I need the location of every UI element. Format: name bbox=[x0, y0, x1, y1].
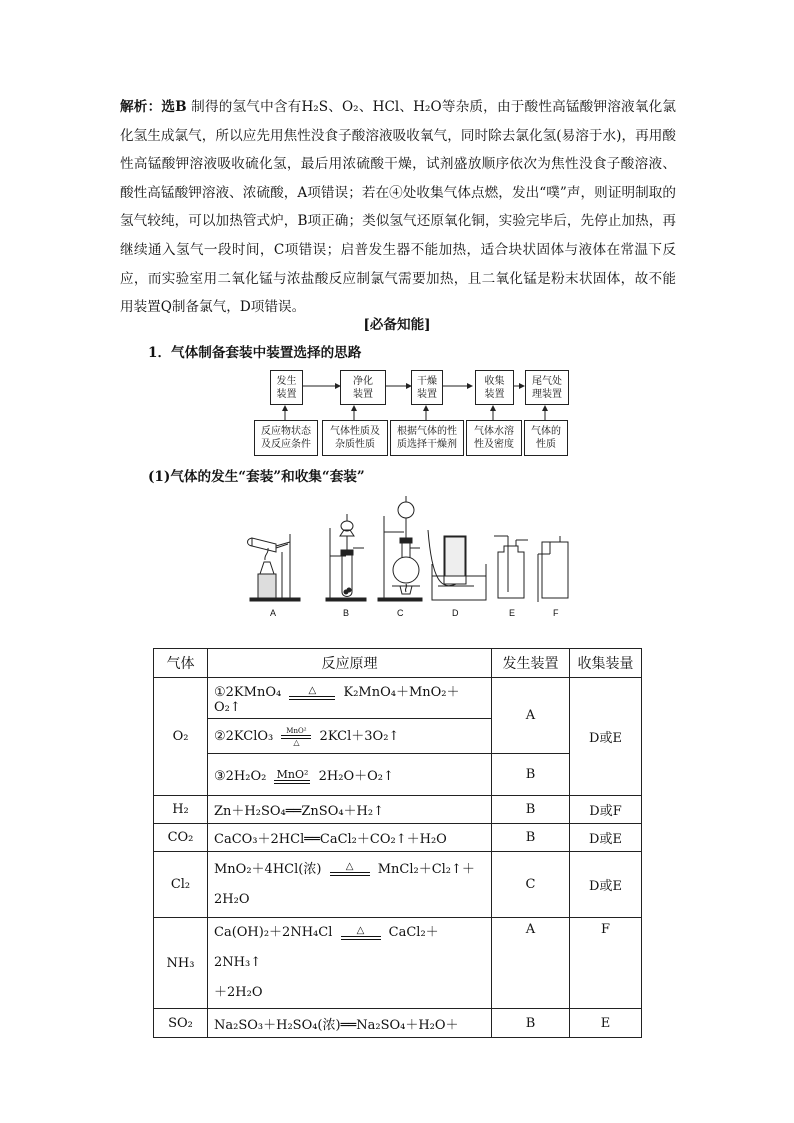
gas-cell: NH₃ bbox=[154, 918, 208, 1009]
catalyst-label: MnO² bbox=[276, 767, 309, 781]
reaction-products: 2H₂O＋O₂↑ bbox=[318, 769, 394, 784]
collector-cell: D或E bbox=[570, 852, 642, 918]
flow-box-text: 干燥 bbox=[417, 375, 437, 387]
flow-box-text: 杂质性质 bbox=[335, 439, 375, 450]
reaction-cell bbox=[208, 719, 492, 754]
flow-box-text: 收集 bbox=[484, 375, 505, 387]
gas-cell: Cl₂ bbox=[154, 852, 208, 918]
table-header-row bbox=[154, 649, 642, 678]
reaction-cell bbox=[208, 678, 492, 719]
flow-criteria-solubility bbox=[466, 420, 522, 456]
gas-cell: O₂ bbox=[154, 678, 208, 796]
generator-cell: A bbox=[492, 918, 570, 1009]
flow-box-text: 质选择干燥剂 bbox=[397, 439, 457, 450]
reaction-reactants: Ca(OH)₂＋2NH₄Cl bbox=[214, 925, 333, 940]
reaction-arrow bbox=[341, 926, 381, 940]
reaction-reactants: MnO₂＋4HCl(浓) bbox=[214, 861, 322, 877]
reaction-arrow bbox=[274, 767, 310, 784]
collector-cell: D或F bbox=[570, 796, 642, 824]
collector-cell: F bbox=[570, 918, 642, 1009]
apparatus-illustration bbox=[242, 492, 578, 620]
flow-box-drying bbox=[411, 370, 443, 405]
apparatus-label-e: E bbox=[509, 608, 516, 618]
flow-box-text: 气体性质及 bbox=[330, 426, 380, 437]
flow-box-text: 净化 bbox=[353, 375, 373, 387]
reaction-cell bbox=[208, 918, 492, 1009]
collector-cell: D或E bbox=[570, 824, 642, 852]
header-principle: 反应原理 bbox=[208, 649, 492, 678]
gas-preparation-table bbox=[153, 648, 642, 1038]
reaction-products-continued: ＋2H₂O bbox=[214, 985, 263, 1000]
reaction-products: K₂MnO₄＋MnO₂＋O₂↑ bbox=[214, 685, 460, 715]
subsection-title: (1)气体的发生“套装”和收集“套装” bbox=[148, 469, 365, 485]
apparatus-b bbox=[326, 514, 366, 601]
flow-box-text: 装置 bbox=[417, 388, 437, 400]
flow-box-text: 性质 bbox=[536, 439, 556, 450]
flow-box-text: 装置 bbox=[484, 388, 505, 400]
table-row bbox=[154, 852, 642, 918]
reaction-reactants: ①2KMnO₄ bbox=[214, 685, 282, 700]
flow-box-tail-gas bbox=[525, 370, 569, 405]
flow-box-text: 装置 bbox=[353, 388, 373, 400]
apparatus-label-b: B bbox=[343, 608, 350, 618]
reaction-cell: CaCO₃＋2HCl══CaCl₂＋CO₂↑＋H₂O bbox=[208, 824, 492, 852]
flow-criteria-reactant bbox=[254, 420, 318, 456]
generator-cell: C bbox=[492, 852, 570, 918]
section-heading: [必备知能] bbox=[363, 317, 431, 333]
heat-symbol: △ bbox=[293, 737, 300, 747]
reaction-products-continued: 2H₂O bbox=[214, 891, 250, 907]
reaction-products: 2KCl＋3O₂↑ bbox=[319, 729, 400, 745]
reaction-cell bbox=[208, 852, 492, 918]
apparatus-drawings bbox=[242, 492, 578, 608]
apparatus-label-d: D bbox=[452, 608, 459, 618]
collector-cell: D或E bbox=[570, 678, 642, 796]
reaction-products: CaCl₂＋2NH₃↑ bbox=[214, 925, 439, 970]
apparatus-a bbox=[248, 534, 301, 601]
reaction-arrow bbox=[281, 727, 311, 747]
reaction-arrow bbox=[289, 686, 335, 700]
flow-box-text: 气体水溶 bbox=[474, 426, 514, 437]
flow-box-text: 发生 bbox=[276, 375, 297, 387]
reaction-cell: Na₂SO₃＋H₂SO₄(浓)══Na₂SO₄＋H₂O＋ bbox=[208, 1009, 492, 1038]
table-row bbox=[154, 796, 642, 824]
generator-cell: B bbox=[492, 824, 570, 852]
generator-cell: A bbox=[492, 678, 570, 754]
apparatus-label-f: F bbox=[553, 608, 559, 618]
gas-cell: H₂ bbox=[154, 796, 208, 824]
reaction-reactants: ③2H₂O₂ bbox=[214, 769, 267, 784]
generator-cell: B bbox=[492, 754, 570, 796]
apparatus-d bbox=[428, 530, 486, 600]
flow-criteria-desiccant bbox=[390, 420, 464, 456]
flow-box-collection bbox=[475, 370, 514, 405]
apparatus-c bbox=[378, 496, 422, 601]
flow-box-purification bbox=[340, 370, 386, 405]
table-row bbox=[154, 918, 642, 1009]
apparatus-f bbox=[538, 536, 568, 602]
generator-cell: B bbox=[492, 796, 570, 824]
apparatus-e bbox=[494, 536, 528, 598]
heat-symbol: △ bbox=[356, 924, 365, 936]
table-row bbox=[154, 678, 642, 719]
reaction-cell: Zn＋H₂SO₄══ZnSO₄＋H₂↑ bbox=[208, 796, 492, 824]
analysis-lead: 解析：选B bbox=[120, 99, 187, 115]
flow-box-text: 气体的 bbox=[531, 426, 561, 437]
flow-box-text: 及反应条件 bbox=[261, 439, 311, 450]
table-row bbox=[154, 754, 642, 796]
reaction-cell bbox=[208, 754, 492, 796]
header-gas: 气体 bbox=[154, 649, 208, 678]
analysis-paragraph bbox=[120, 93, 676, 322]
device-selection-flow-diagram bbox=[254, 366, 574, 458]
reaction-arrow bbox=[330, 862, 370, 876]
header-collector: 收集装量 bbox=[570, 649, 642, 678]
flow-box-text: 装置 bbox=[276, 388, 297, 400]
heat-symbol: △ bbox=[308, 684, 317, 696]
flow-box-text: 反应物状态 bbox=[261, 426, 311, 437]
gas-cell: SO₂ bbox=[154, 1009, 208, 1038]
analysis-text: 制得的氢气中含有H₂S、O₂、HCl、H₂O等杂质，由于酸性高锰酸钾溶液氧化氯化氢生成氯气，所以应先用焦性没食子酸溶液吸收氧气，同时除去氯化氢(易溶于水)，再用酸性高锰酸钾溶液吸收硫化氢，最后用浓硫酸干燥，试剂盛放顺序依次为焦性没食子酸溶液、酸性高锰酸钾溶液、浓硫酸，A项错误；若在④处收集气体点燃，发出“噗”声，则证明制取的氢气较纯，可以加热管式炉，B项正确；类似氢气还原氧化铜，实验完毕后，先停止加热，再继续通入氢气一段时间，C项错误；启普发生器不能加热，适合块状固体与液体在常温下反应，而实验室用二氧化锰与浓盐酸反应制氯气需要加热，且二氧化锰是粉末状固体，故不能用装置Q制备氯气，D项错误。 bbox=[120, 99, 676, 316]
table-row bbox=[154, 824, 642, 852]
section1-title: 1．气体制备套装中装置选择的思路 bbox=[148, 345, 362, 361]
apparatus-label-a: A bbox=[270, 608, 277, 618]
flow-box-text: 根据气体的性 bbox=[397, 426, 457, 437]
flow-criteria-gas-impurity bbox=[322, 420, 388, 456]
header-generator: 发生装置 bbox=[492, 649, 570, 678]
flow-box-text: 尾气处 bbox=[532, 375, 562, 387]
table-row bbox=[154, 1009, 642, 1038]
collector-cell: E bbox=[570, 1009, 642, 1038]
heat-symbol: △ bbox=[345, 861, 354, 872]
catalyst-label: MnO² bbox=[286, 726, 307, 735]
reaction-reactants: ②2KClO₃ bbox=[214, 729, 274, 745]
flow-box-text: 理装置 bbox=[532, 388, 562, 400]
apparatus-label-c: C bbox=[397, 608, 404, 618]
flow-box-generation bbox=[270, 370, 303, 405]
gas-cell: CO₂ bbox=[154, 824, 208, 852]
flow-criteria-property bbox=[524, 420, 568, 456]
generator-cell: B bbox=[492, 1009, 570, 1038]
reaction-products: MnCl₂＋Cl₂↑＋ bbox=[377, 861, 475, 877]
flow-box-text: 性及密度 bbox=[474, 439, 514, 450]
